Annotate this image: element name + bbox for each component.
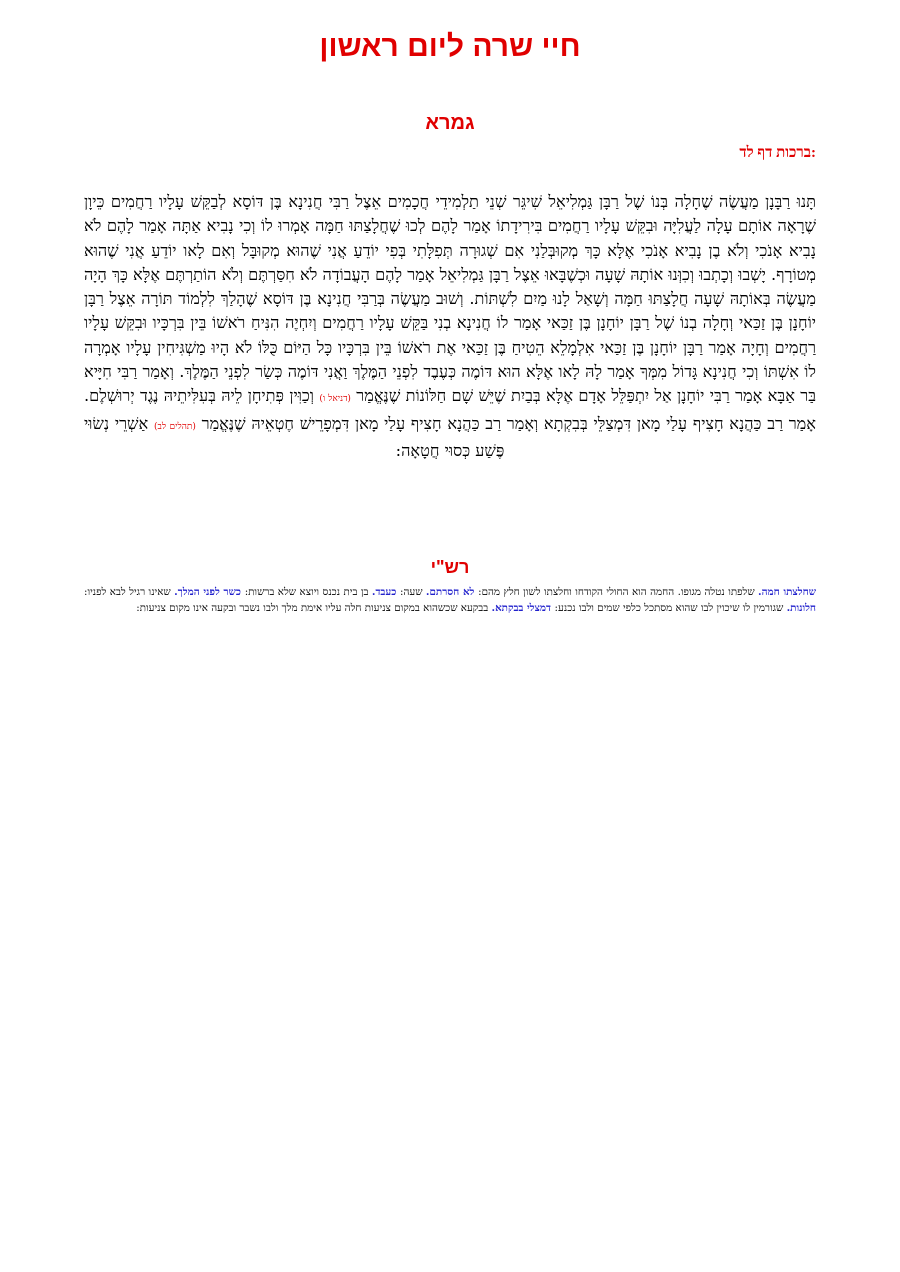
rashi-heading: רש"י xyxy=(430,557,470,577)
rashi-comment-6: בבקעא שכשהוא במקום צניעות חלה עליו אימת מלך ולבו נשבר ובקעה אינו מקום צניעות: xyxy=(136,602,492,614)
gemara-citation-daniel: (דניאל ו) xyxy=(319,394,351,405)
rashi-dibbur-4: כשר לפני המלך. xyxy=(174,586,245,598)
rashi-comment-4: שאינו רגיל לבא לפניו: xyxy=(84,586,175,598)
rashi-dibbur-2: לא חסרתם. xyxy=(425,586,479,598)
gemara-text-part3: אַשְׁרֵי נְשׂוּי פֶּשַׁע כְּסוּי חֲטָאָה: xyxy=(84,413,505,460)
rashi-dibbur-1: שחלצתו חמה. xyxy=(758,586,816,598)
rashi-dibbur-6: דמצלי בבקתא. xyxy=(491,602,555,614)
gemara-citation-tehillim: (תהלים לב) xyxy=(153,421,196,432)
page-title: חיי שרה ליום ראשון xyxy=(319,30,581,63)
daf-reference: ברכות דף לד: xyxy=(739,145,816,161)
rashi-commentary xyxy=(84,584,816,616)
gemara-text-part1: תָּנוּ רַבָּנָן מַעֲשֶׂה שֶׁחָלָה בְּנוֹ שֶׁל רַבָּן גַּמְלִיאֵל שִׁיגֵּר שְׁנֵי תַלְמִידֵי חֲכָמִים אֵצֶל רַבִּי חֲנִינָא בֶּן דּוֹסָא לְבַקֵּשׁ עָלָיו רַחֲמִים כֵּיוָן שֶׁרָאָה אוֹתָם עָלָה לַעֲלִיָּה וּבִקֵּשׁ עָלָיו רַחֲמִים בִּירִידָתוֹ אָמַר לָהֶם לְכוּ שֶׁחֲלָצַתּוּ חַמָּה אָמְרוּ לוֹ וְכִי נָבִיא אַתָּה אָמַר לָהֶם לֹא נָבִיא אָנֹכִי וְלֹא בֶן נָבִיא אָנֹכִי אֶלָּא כָּךְ מְקוּבְּלַנִי אִם שְׁגוּרָה תְּפִלָּתִי בְּפִי יוֹדֵעַ אֲנִי שֶׁהוּא מְקוּבָּל וְאִם לָאו יוֹדֵעַ אֲנִי שֶׁהוּא מְטוֹרָף. יָשְׁבוּ וְכָתְבוּ וְכִוְּנוּ אוֹתָהּ שָׁעָה וּכְשֶׁבָּאוּ אֵצֶל רַבָּן גַּמְלִיאֵל אָמַר לָהֶם הָעֲבוֹדָה לֹא חִסַּרְתֶּם וְלֹא הוֹתַרְתֶּם אֶלָּא כָּךְ הָיָה מַעֲשֶׂה בְּאוֹתָהּ שָׁעָה חֲלָצַתּוּ חַמָּה וְשָׁאַל לָנוּ מַיִם לִשְׁתּוֹת. וְשׁוּב מַעֲשֶׂה בְּרַבִּי חֲנִינָא בֶּן דּוֹסָא שֶׁהָלַךְ לִלְמוֹד תּוֹרָה אֵצֶל רַבָּן יוֹחָנָן בֶּן זַכַּאי וְחָלָה בְנוֹ שֶׁל רַבָּן יוֹחָנָן בֶּן זַכַּאי אָמַר לוֹ חֲנִינָא בְנִי בַּקֵּשׁ עָלָיו רַחֲמִים וְיִחְיֶה הִנִּיחַ רֹאשׁוֹ בֵּין בִּרְכָּיו וּבִקֵּשׁ עָלָיו רַחֲמִים וְחָיָה אָמַר רַבָּן יוֹחָנָן בֶּן זַכַּאי אִלְמָלֵא הֵטִיחַ בֶּן זַכַּאי אֶת רֹאשׁוֹ בֵּין בִּרְכָּיו כָּל הַיּוֹם כֻּלּוֹ לֹא הָיוּ מַשְׁגִּיחִין עָלָיו אָמְרָה לוֹ אִשְׁתּוֹ וְכִי חֲנִינָא גָּדוֹל מִמְּךָ אָמַר לָהּ לָאו אֶלָּא הוּא דּוֹמֶה כְּעֶבֶד לִפְנֵי הַמֶּלֶךְ וַאֲנִי דּוֹמֶה כְּשַׂר לִפְנֵי הַמֶּלֶךְ. וְאָמַר רַבִּי חִיָּיא בַּר אַבָּא אָמַר רַבִּי יוֹחָנָן אַל יִתְפַּלֵּל אָדָם אֶלָּא בְּבַיִת שֶׁיֵּשׁ שָׁם חַלּוֹנוֹת שֶׁנֶּאֱמַר xyxy=(84,192,817,406)
gemara-text xyxy=(84,190,816,463)
rashi-comment-3: בן בית נכנס ויוצא שלא ברשות: xyxy=(244,586,372,598)
rashi-comment-5: שגורמין לו שיכוין לבו שהוא מסתכל כלפי שמים ולבו נכנע: xyxy=(554,602,787,614)
gemara-heading: גמרא xyxy=(425,112,475,134)
gemara-text-part2: וְכַוִּין פְּתִיחָן לֵיהּ בְּעִלִּיתֵיהּ נֶגֶד יְרוּשְׁלֶם. אָמַר רַב כַּהֲנָא חָצִיף עָלַי מָאן דִּמְצַלֵּי בְּבִקְתָא וְאָמַר רַב כַּהֲנָא חָצִיף עָלַי מָאן דִּמְפָרֵישׁ חֶטְאֵיהּ שֶׁנֶּאֱמַר xyxy=(84,386,816,433)
rashi-dibbur-3: כעבד. xyxy=(371,586,400,598)
rashi-dibbur-5: חלונות. xyxy=(786,602,816,614)
rashi-comment-1: שלפתו נטלה מגופו. החמה הוא החולי הקודחו וחלצתו לשון חלץ מהם: xyxy=(478,586,759,598)
rashi-comment-2: שעה: xyxy=(399,586,426,598)
